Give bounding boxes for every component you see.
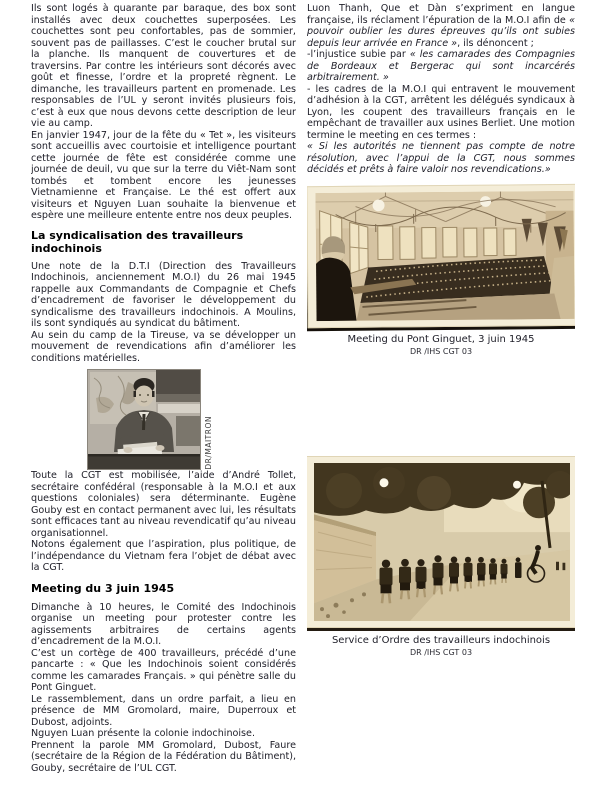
credit-service-photo: DR /IHS CGT 03 bbox=[409, 647, 473, 657]
man-at-desk-photo-illustration bbox=[87, 369, 201, 470]
photo-credit-maitron: DR/MAITRON bbox=[204, 416, 213, 470]
paragraph-lodging: Ils sont logés à quarante par baraque, des box sont installés avec deux couchettes superposées. Les couchettes sont peu confortables, pas de sommier, souvent pas de paillasses. C’est le coucher brutal sur la planche. Ils manquent de couvertures et de traversins. Par contre les intérieurs sont décorés avec goût et finesse, l’ordre et la propreté règnent. Le dimanche, les travailleurs partent en promenade. Les responsables de l’UL y seront invités plusieurs fois, c’est à eux que nous devons cette description de leur vie au camp. bbox=[31, 3, 296, 129]
motion-quote: « Si les autorités ne tiennent pas compte de notre résolution, avec l’appui de la CGT, nous sommes décidés et prêts à faire valoir nos revendications.» bbox=[307, 141, 575, 175]
luon-post: , ils dénoncent ; bbox=[457, 37, 534, 49]
paragraph-dimanche: Dimanche à 10 heures, le Comité des Indochinois organise un meeting pour protester contre les agissements arbitraires de certains agents d’encadrement de la M.O.I. bbox=[31, 601, 296, 647]
paragraph-cadres: - les cadres de la M.O.I qui entravent le mouvement d’adhésion à la CGT, arrêtent les délégués syndicaux à Lyon, les coupent des travailleurs français en le empêchant de travailler aux usines Berliet. Une motion termine le meeting en ces termes : bbox=[307, 83, 575, 141]
paragraph-tireuse: Au sein du camp de la Tireuse, va se développer un mouvement de revendications afin d’améliorer les conditions matérielles. bbox=[31, 329, 296, 364]
luon-quote: « pouvoir oublier les dures épreuves qu’ils ont subies depuis leur arrivée en France » bbox=[307, 14, 575, 49]
paragraph-rassemblement: Le rassemblement, dans un ordre parfait, a lieu en présence de MM Gromolard, maire, Duperroux et Dubost, adjoints. bbox=[31, 693, 296, 728]
paragraph-motion bbox=[307, 141, 575, 176]
photo-meeting-pont-ginguet bbox=[307, 183, 575, 327]
injustice-quote: « les camarades des Compagnies de Bordeaux et Bergerac qui sont incarcérés arbitrairement. » bbox=[307, 49, 575, 83]
paragraph-dti: Une note de la D.T.I (Direction des Travailleurs Indochinois, anciennement M.O.I) du 26 mai 1945 rappelle aux Commandants de Compagnie et Chefs d’encadrement de favoriser le développement du syndicalisme des travailleurs indochinois. A Moulins, ils sont syndiqués au syndicat du bâtiment. bbox=[31, 260, 296, 329]
paragraph-cortege: C’est un cortège de 400 travailleurs, précédé d’une pancarte : « Que les Indochinois soient considérés comme les camarades Français. » qui pénètre salle du Pont Ginguet. bbox=[31, 647, 296, 693]
left-column bbox=[31, 3, 296, 799]
paragraph-injustice bbox=[307, 49, 575, 84]
paragraph-notons: Notons également que l’aspiration, plus politique, de l’indépendance du Vietnam fera l’objet de débat avec la CGT. bbox=[31, 539, 296, 573]
paragraph-prennent: Prennent la parole MM Gromolard, Dubost, Faure (secrétaire de la Région de la Fédération du Bâtiment), Gouby, secrétaire de l’UL CGT. bbox=[31, 739, 296, 774]
caption-service-ordre: Service d’Ordre des travailleurs indochinois bbox=[331, 634, 551, 646]
credit-meeting-photo: DR /IHS CGT 03 bbox=[409, 346, 473, 356]
injustice-pre: -l’injustice subie par bbox=[307, 49, 410, 60]
photo-service-ordre bbox=[307, 456, 575, 628]
meeting-hall-photo-illustration bbox=[315, 190, 574, 320]
paragraph-cgt-tollet: Toute la CGT est mobilisée, l’aide d’André Tollet, secrétaire confédéral (responsable à la M.O.I et aux questions coloniales) sera déterminante. Eugène Gouby est en contact permanent avec lui, les résultats sont efficaces tant au niveau revendicatif qu’au niveau organisationnel. bbox=[31, 470, 296, 539]
paragraph-nguyen: Nguyen Luan présente la colonie indochinoise. bbox=[31, 728, 256, 739]
paragraph-tet: En janvier 1947, jour de la fête du « Tet », les visiteurs sont accueillis avec courtoisie et intelligence pourtant cette journée de fête est considérée comme une journée de deuil, vu que sur la terre du Viêt-Nam sont tombés et tombent encore les jeunesses Vietnamienne et Française. Le thé est offert aux visiteurs et Nguyen Luan souhaite la bienvenue et espère une meilleure entente entre nos deux peuples. bbox=[31, 129, 296, 221]
photo-tollet-portrait bbox=[31, 369, 296, 470]
paragraph-luon-thanh bbox=[307, 3, 575, 49]
marching-workers-photo-illustration bbox=[314, 463, 570, 621]
heading-syndicalisation: La syndicalisation des travailleurs indochinois bbox=[31, 228, 244, 255]
luon-pre: Luon Thanh, Que et Dàn s’expriment en langue française, ils réclament l’épuration de la M.O.I afin de bbox=[307, 3, 575, 26]
caption-meeting-pont-ginguet: Meeting du Pont Ginguet, 3 juin 1945 bbox=[347, 333, 535, 345]
heading-meeting-3-juin: Meeting du 3 juin 1945 bbox=[31, 581, 175, 595]
right-column bbox=[307, 3, 575, 799]
